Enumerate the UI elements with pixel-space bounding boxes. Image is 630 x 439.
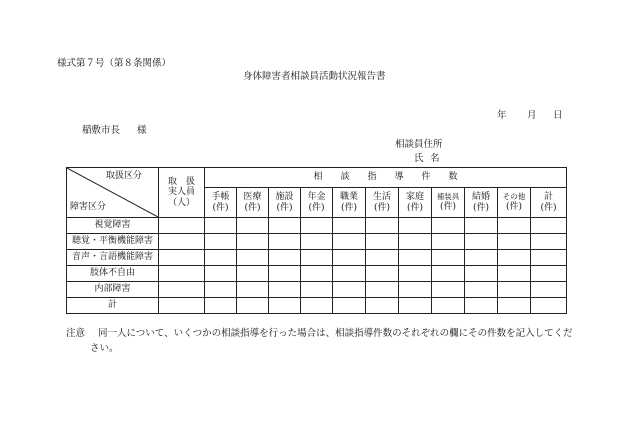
- entry-cell[interactable]: [399, 234, 432, 250]
- entry-cell[interactable]: [159, 282, 205, 298]
- category-unit: (件): [373, 202, 391, 213]
- entry-cell[interactable]: [237, 298, 269, 314]
- category-unit: (件): [308, 202, 325, 213]
- note-text-line-1: 同一人について、いくつかの相談指導を行った場合は、相談指導件数のそれぞれの欄にその件数を記入してくだ: [98, 328, 573, 339]
- document-title: 身体障害者相談員活動状況報告書: [243, 71, 386, 82]
- category-name: 手帳: [211, 192, 230, 203]
- category-name: 計: [544, 192, 554, 203]
- entry-cell[interactable]: [531, 250, 567, 266]
- entry-cell[interactable]: [465, 250, 498, 266]
- entry-cell[interactable]: [465, 282, 498, 298]
- entry-cell[interactable]: [498, 282, 531, 298]
- entry-cell[interactable]: [531, 218, 567, 234]
- category-header-cell: [498, 188, 531, 218]
- entry-cell[interactable]: [531, 282, 567, 298]
- entry-cell[interactable]: [333, 218, 366, 234]
- category-unit: (件): [406, 202, 424, 213]
- entry-cell[interactable]: [205, 250, 237, 266]
- category-unit: (件): [244, 202, 261, 213]
- category-header-cell: [237, 188, 269, 218]
- category-name: 施設: [275, 192, 294, 203]
- entry-cell[interactable]: [237, 234, 269, 250]
- entry-cell[interactable]: [366, 266, 399, 282]
- entry-cell[interactable]: [432, 234, 465, 250]
- category-unit: (件): [340, 202, 358, 213]
- note-text-line-2: さい。: [90, 343, 119, 354]
- entry-cell[interactable]: [465, 266, 498, 282]
- activity-report-table: [66, 167, 567, 314]
- category-name: 職業: [339, 192, 358, 203]
- entry-cell[interactable]: [498, 218, 531, 234]
- entry-cell[interactable]: [159, 234, 205, 250]
- category-header-cell: [432, 188, 465, 218]
- entry-cell[interactable]: [205, 282, 237, 298]
- entry-cell[interactable]: [432, 298, 465, 314]
- category-unit: (件): [212, 202, 229, 213]
- entry-cell[interactable]: [269, 218, 301, 234]
- category-name: 年金: [307, 192, 326, 203]
- entry-cell[interactable]: [366, 250, 399, 266]
- category-header-cell: [301, 188, 333, 218]
- entry-cell[interactable]: [205, 218, 237, 234]
- entry-cell[interactable]: [205, 266, 237, 282]
- entry-cell[interactable]: [498, 250, 531, 266]
- entry-cell[interactable]: [399, 218, 432, 234]
- category-name: 生活: [372, 192, 391, 203]
- entry-cell[interactable]: [159, 298, 205, 314]
- category-unit: (件): [439, 201, 457, 212]
- entry-cell[interactable]: [205, 298, 237, 314]
- date-day-label: 日: [553, 110, 563, 121]
- category-header-cell: [333, 188, 366, 218]
- entry-cell[interactable]: [159, 250, 205, 266]
- entry-cell[interactable]: [269, 282, 301, 298]
- form-number: 様式第７号（第８条関係）: [57, 58, 172, 69]
- table-row: [67, 250, 567, 266]
- entry-cell[interactable]: [159, 266, 205, 282]
- table-body: [67, 218, 567, 314]
- table-row: [67, 266, 567, 282]
- table-row: [67, 234, 567, 250]
- category-name: 家庭: [405, 192, 424, 203]
- table-row: [67, 298, 567, 314]
- persons-header-line-3: （人）: [167, 197, 195, 208]
- entry-cell[interactable]: [269, 234, 301, 250]
- table-corner-cell: [67, 168, 159, 218]
- entry-cell[interactable]: [366, 298, 399, 314]
- entry-cell[interactable]: [301, 250, 333, 266]
- row-label: 音声・言語機能障害: [67, 250, 159, 266]
- entry-cell[interactable]: [399, 250, 432, 266]
- date-month-label: 月: [527, 110, 537, 121]
- category-name: 結婚: [471, 192, 490, 203]
- entry-cell[interactable]: [432, 266, 465, 282]
- addressee-city: 稲敷市長: [82, 125, 121, 136]
- entry-cell[interactable]: [366, 234, 399, 250]
- entry-cell[interactable]: [366, 282, 399, 298]
- entry-cell[interactable]: [498, 266, 531, 282]
- category-header-cell: [465, 188, 498, 218]
- category-header-cell: [399, 188, 432, 218]
- entry-cell[interactable]: [432, 250, 465, 266]
- table-row: [67, 218, 567, 234]
- entry-cell[interactable]: [205, 234, 237, 250]
- entry-cell[interactable]: [399, 282, 432, 298]
- entry-cell[interactable]: [237, 218, 269, 234]
- table-row: [67, 282, 567, 298]
- row-label: 内部障害: [67, 282, 159, 298]
- corner-top-label: 取扱区分: [105, 171, 142, 181]
- entry-cell[interactable]: [301, 234, 333, 250]
- counsel-count-header: 相 談 指 導 件 数: [205, 168, 567, 188]
- entry-cell[interactable]: [498, 298, 531, 314]
- entry-cell[interactable]: [531, 234, 567, 250]
- entry-cell[interactable]: [269, 298, 301, 314]
- entry-cell[interactable]: [269, 250, 301, 266]
- category-name: その他: [502, 192, 526, 202]
- category-header-cell: [531, 188, 567, 218]
- entry-cell[interactable]: [301, 298, 333, 314]
- entry-cell[interactable]: [399, 266, 432, 282]
- entry-cell[interactable]: [465, 234, 498, 250]
- category-unit: (件): [540, 202, 557, 213]
- entry-cell[interactable]: [399, 298, 432, 314]
- counselor-name-label-1: 氏: [414, 153, 424, 164]
- row-label: 視覚障害: [67, 218, 159, 234]
- addressee-honorific: 様: [137, 125, 147, 136]
- entry-cell[interactable]: [333, 250, 366, 266]
- entry-cell[interactable]: [237, 266, 269, 282]
- entry-cell[interactable]: [301, 218, 333, 234]
- row-label: 計: [67, 298, 159, 314]
- entry-cell[interactable]: [465, 218, 498, 234]
- category-header-cell: [366, 188, 399, 218]
- entry-cell[interactable]: [465, 298, 498, 314]
- category-unit: (件): [276, 202, 293, 213]
- entry-cell[interactable]: [301, 266, 333, 282]
- corner-bottom-label: 障害区分: [70, 201, 107, 212]
- entry-cell[interactable]: [333, 298, 366, 314]
- entry-cell[interactable]: [432, 218, 465, 234]
- entry-cell[interactable]: [531, 298, 567, 314]
- entry-cell[interactable]: [498, 234, 531, 250]
- category-header-cell: [269, 188, 301, 218]
- counselor-name-label-2: 名: [430, 153, 440, 164]
- date-year-label: 年: [497, 110, 507, 121]
- category-unit: (件): [505, 201, 523, 212]
- persons-header-cell: [159, 168, 205, 218]
- entry-cell[interactable]: [333, 234, 366, 250]
- category-name: 補装具: [436, 192, 460, 202]
- category-name: 医療: [243, 192, 262, 203]
- entry-cell[interactable]: [333, 266, 366, 282]
- persons-header-line-1: 取 扱: [167, 176, 195, 187]
- entry-cell[interactable]: [333, 282, 366, 298]
- entry-cell[interactable]: [531, 266, 567, 282]
- entry-cell[interactable]: [159, 218, 205, 234]
- note-label: 注意: [66, 328, 86, 339]
- persons-header-line-2: 実人員: [167, 187, 195, 198]
- entry-cell[interactable]: [237, 282, 269, 298]
- category-header-cell: [205, 188, 237, 218]
- row-label: 肢体不自由: [67, 266, 159, 282]
- row-label: 聴覚・平衡機能障害: [67, 234, 159, 250]
- counselor-address-label: 相談員住所: [395, 139, 443, 150]
- entry-cell[interactable]: [301, 282, 333, 298]
- entry-cell[interactable]: [269, 266, 301, 282]
- entry-cell[interactable]: [366, 218, 399, 234]
- category-unit: (件): [472, 202, 490, 213]
- entry-cell[interactable]: [237, 250, 269, 266]
- entry-cell[interactable]: [432, 282, 465, 298]
